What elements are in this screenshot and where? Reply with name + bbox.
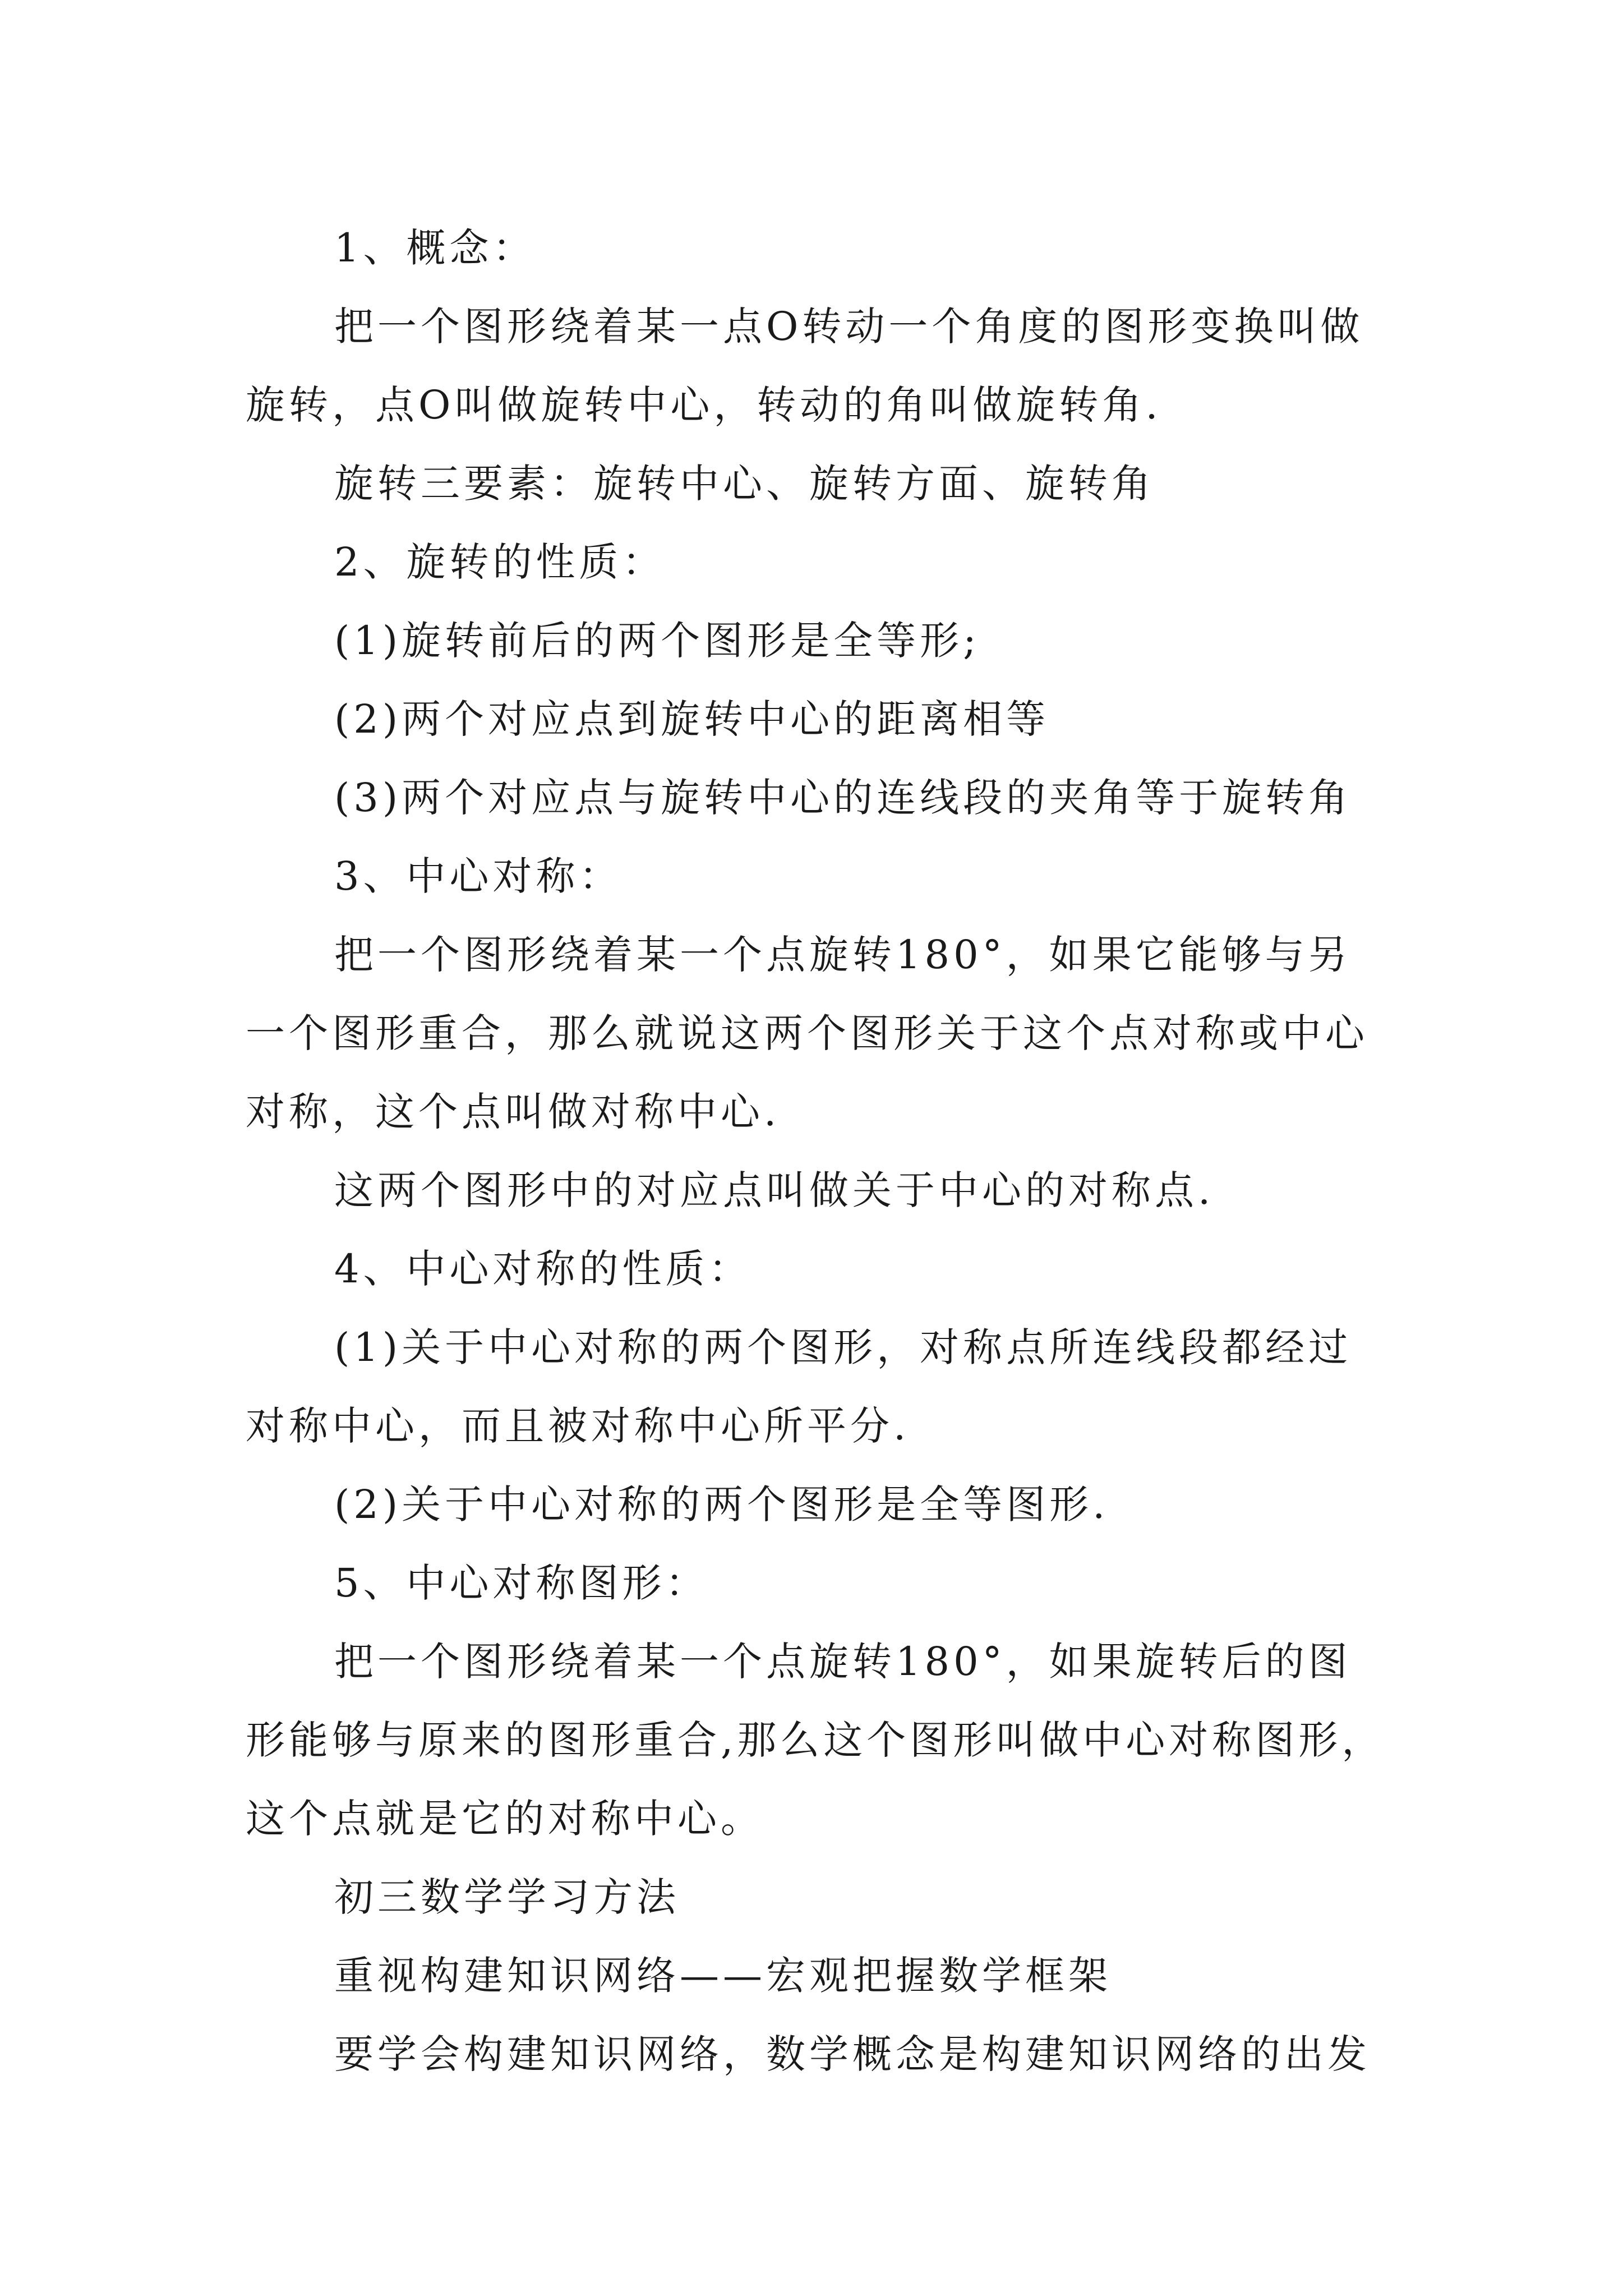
text-line: 4、中心对称的性质：	[334, 1246, 752, 1292]
text-line: 对称，这个点叫做对称中心.	[246, 1089, 781, 1135]
text-line: (1)关于中心对称的两个图形，对称点所连线段都经过	[334, 1324, 1352, 1370]
text-line: 3、中心对称：	[334, 853, 623, 899]
text-line: 2、旋转的性质：	[334, 539, 666, 585]
text-line: 重视构建知识网络——宏观把握数学框架	[334, 1953, 1112, 1999]
section-heading: 初三数学学习方法	[334, 1874, 680, 1920]
text-line: 对称中心，而且被对称中心所平分.	[246, 1403, 910, 1449]
text-line: 形能够与原来的图形重合,那么这个图形叫做中心对称图形，	[246, 1717, 1385, 1763]
text-line: (2)两个对应点到旋转中心的距离相等	[334, 696, 1050, 742]
text-line: 这两个图形中的对应点叫做关于中心的对称点.	[334, 1167, 1215, 1213]
text-line: (3)两个对应点与旋转中心的连线段的夹角等于旋转角	[334, 775, 1352, 821]
text-line: 要学会构建知识网络，数学概念是构建知识网络的出发	[334, 2031, 1371, 2077]
text-line: 5、中心对称图形：	[334, 1560, 709, 1606]
text-line: (2)关于中心对称的两个图形是全等图形.	[334, 1481, 1109, 1527]
text-line: 把一个图形绕着某一个点旋转180°，如果它能够与另	[334, 932, 1352, 978]
text-line: 一个图形重合，那么就说这两个图形关于这个点对称或中心	[246, 1010, 1368, 1056]
text-line: 旋转三要素：旋转中心、旋转方面、旋转角	[334, 461, 1155, 507]
text-line: 把一个图形绕着某一个点旋转180°，如果旋转后的图	[334, 1639, 1352, 1685]
text-line: 把一个图形绕着某一点O转动一个角度的图形变换叫做	[334, 303, 1364, 349]
text-line: (1)旋转前后的两个图形是全等形;	[334, 618, 980, 664]
text-line: 旋转，点O叫做旋转中心，转动的角叫做旋转角.	[246, 382, 1162, 428]
text-line: 这个点就是它的对称中心。	[246, 1796, 764, 1842]
text-line: 1、概念：	[334, 225, 536, 271]
document-body	[246, 209, 1390, 2093]
